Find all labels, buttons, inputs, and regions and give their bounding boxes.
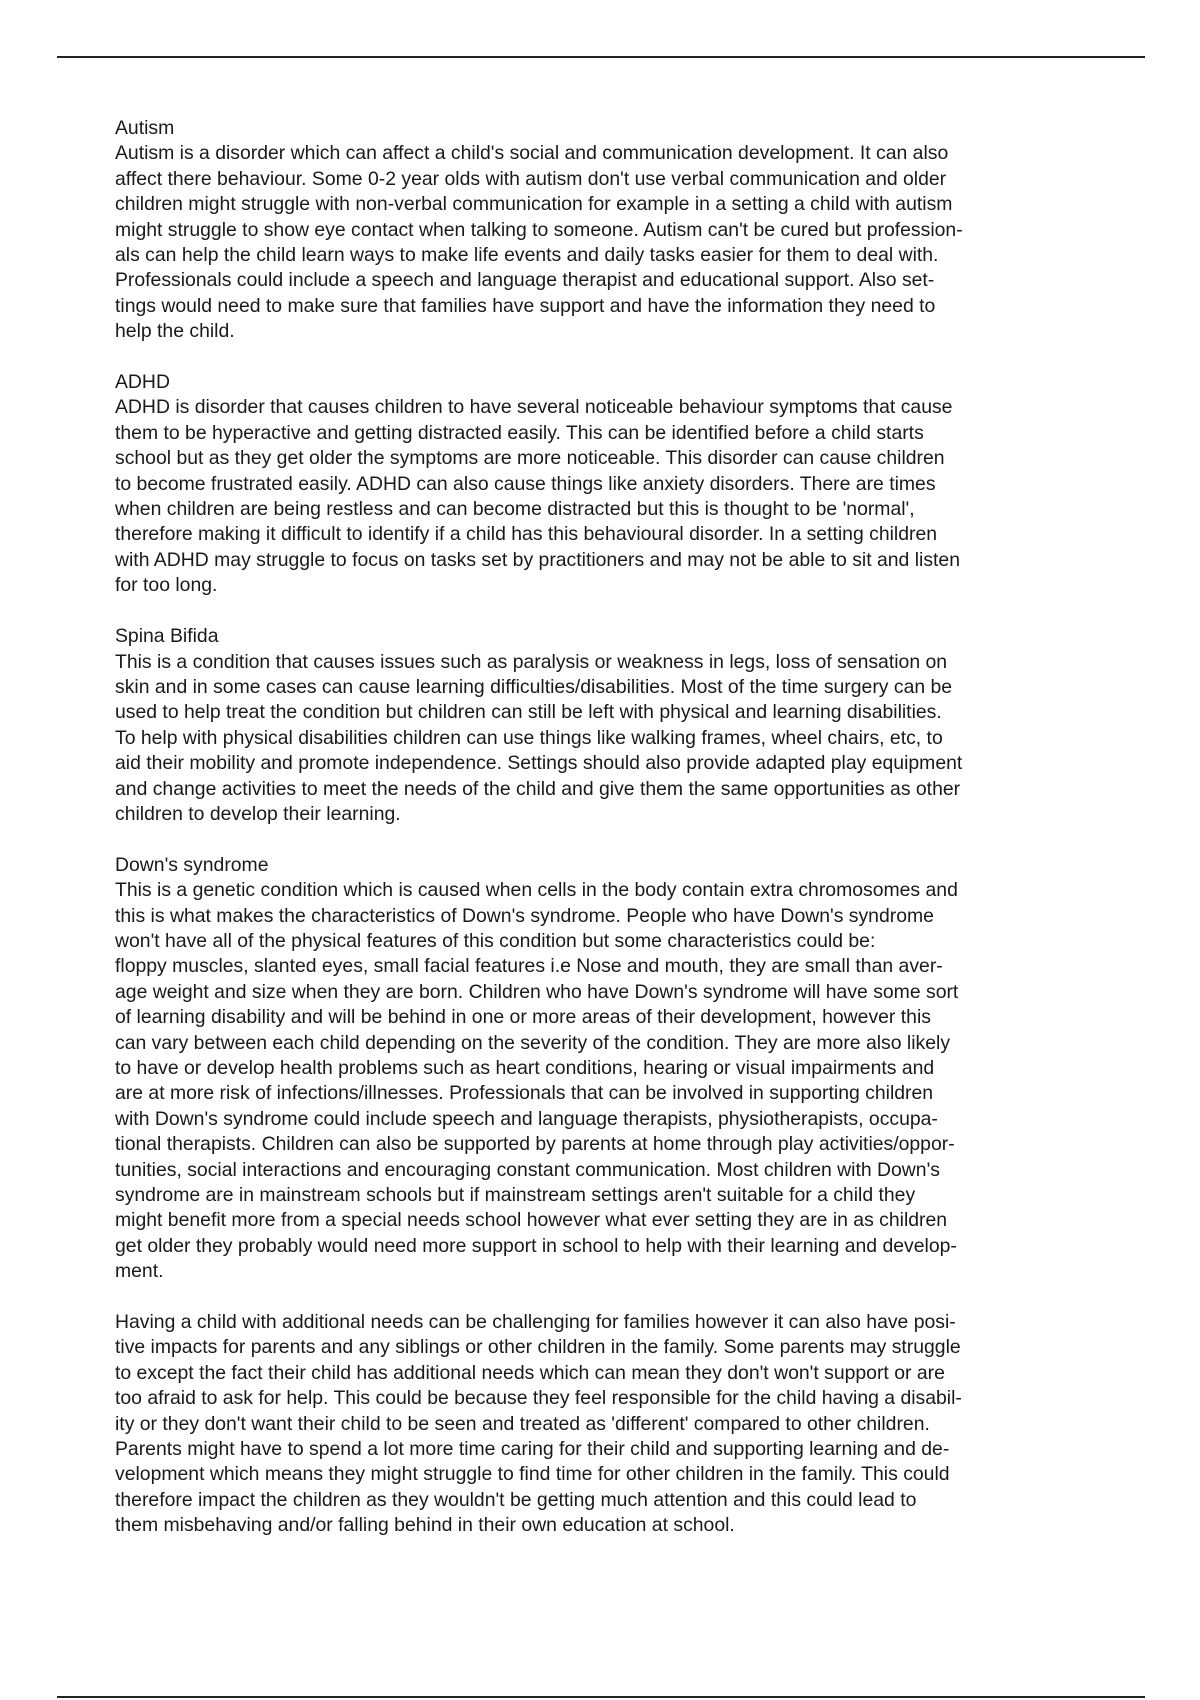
section-body: This is a condition that causes issues such as paralysis or weakness in legs, loss of sensation on skin and in some cases can cause learning difficulties/disabilities. Most of the time surgery can be used to help treat the condition but children can still be left with physical and learning disabilities. To help with physical disabilities children can use things like walking frames, wheel chairs, etc, to aid their mobility and promote independence. Settings should also provide adapted play equipment and change activities to meet the needs of the child and give them the same opportunities as other children to develop their learning. [115,650,963,825]
bottom-divider [57,1696,1145,1698]
section-heading: Autism [115,117,175,139]
document-body [115,116,1095,1564]
section-body: This is a genetic condition which is caused when cells in the body contain extra chromosomes and this is what makes the characteristics of Down's syndrome. People who have Down's syndrome won't have all of the physical features of this condition but some characteristics could be: floppy muscles, slanted eyes, small facial features i.e Nose and mouth, they are small than aver- age weight and size when they are born. Children who have Down's syndrome will have some sort of learning disability and will be behind in one or more areas of their development, however this can vary between each child depending on the severity of the condition. They are more also likely to have or develop health problems such as heart conditions, hearing or visual impairments and are at more risk of infections/illnesses. Professionals that can be involved in supporting children with Down's syndrome could include speech and language therapists, physiotherapists, occupa- tional therapists. Children can also be supported by parents at home through play activities/oppor- tunities, social interactions and encouraging constant communication. Most children with Down's syndrome are in mainstream schools but if mainstream settings aren't suitable for a child they might benefit more from a special needs school however what ever setting they are in as children get older they probably would need more support in school to help with their learning and develop- ment. [115,879,959,1283]
section-family-impact [115,1310,1095,1539]
section-downs-syndrome [115,853,1095,1285]
section-adhd [115,370,1095,599]
section-heading: Spina Bifida [115,625,219,648]
top-divider [57,56,1145,58]
section-autism [115,116,1095,345]
section-spina-bifida [115,624,1095,827]
section-body: Autism is a disorder which can affect a child's social and communication development. It can also affect there behaviour. Some 0-2 year olds with autism don't use verbal communication and older children might struggle with non-verbal communication for example in a setting a child with autism might struggle to show eye contact when talking to someone. Autism can't be cured but profession- als can help the child learn ways to make life events and daily tasks easier for them to deal with. Professionals could include a speech and language therapist and educational support. Also set- tings would need to make sure that families have support and have the information they need to help the child. [115,142,963,343]
section-heading: Down's syndrome [115,853,269,876]
closing-paragraph: Having a child with additional needs can be challenging for families however it can also have posi- tive impacts for parents and any siblings or other children in the family. Some parents may struggle to except the fact their child has additional needs which can mean they don't won't support or are too afraid to ask for help. This could be because they feel responsible for the child having a disabil- ity or they don't want their child to be seen and treated as 'different' compared to other children. Parents might have to spend a lot more time caring for their child and supporting learning and de- velopment which means they might struggle to find time for other children in the family. This could therefore impact the children as they wouldn't be getting much attention and this could lead to them misbehaving and/or falling behind in their own education at school. [115,1311,962,1537]
section-body: ADHD is disorder that causes children to have several noticeable behaviour symptoms that cause them to be hyperactive and getting distracted easily. This can be identified before a child starts school but as they get older the symptoms are more noticeable. This disorder can cause children to become frustrated easily. ADHD can also cause things like anxiety disorders. There are times when children are being restless and can become distracted but this is thought to be 'normal', therefore making it difficult to identify if a child has this behavioural disorder. In a setting children with ADHD may struggle to focus on tasks set by practitioners and may not be able to sit and listen for too long. [115,396,960,597]
section-heading: ADHD [115,371,170,394]
